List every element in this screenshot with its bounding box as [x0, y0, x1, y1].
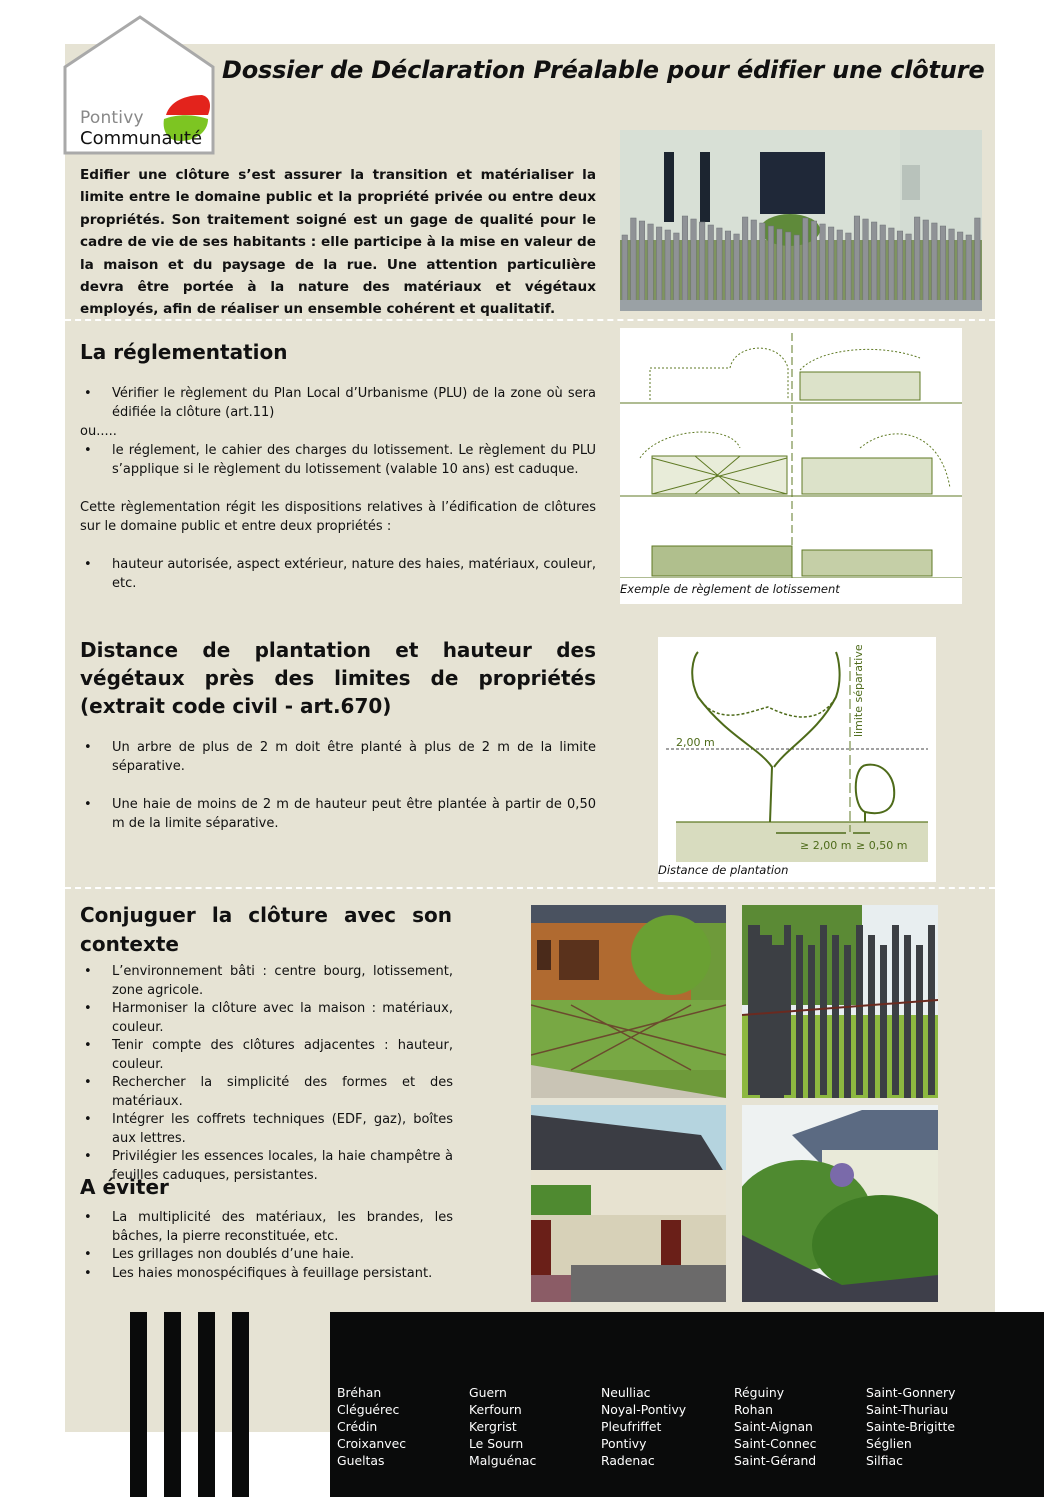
fence-picket — [863, 219, 869, 305]
fence-picket — [897, 231, 903, 305]
figure-caption: Exemple de règlement de lotissement — [620, 582, 840, 596]
town-name: Neulliac — [601, 1385, 651, 1400]
fence-picket — [631, 218, 637, 305]
reglementation-paragraph: Cette règlementation régit les dispositions relatives à l’édification de clôtures sur le domaine public et entre deux propriétés : — [80, 500, 596, 534]
footer-stripe — [232, 1312, 249, 1497]
fence-picket — [940, 226, 946, 305]
fence-picket — [906, 234, 912, 305]
intro-paragraph: Edifier une clôture s’est assurer la transition et matérialiser la limite entre le domaine public et la propriété privée ou entre deux propriétés. Son traitement soigné est un gage de qualité pour le cadre de vie de ses habitants : elle participe à la mise en valeur de la maison et du paysage de la rue. Une attention particulière devra être portée à la nature des matériaux et végétaux employés, afin de réaliser un ensemble cohérent et qualitatif. — [80, 167, 596, 318]
fence-picket — [854, 216, 860, 305]
section-divider — [65, 887, 995, 889]
contexte-bullet: • L’environnement bâti : centre bourg, lotissement, zone agricole. — [80, 963, 453, 1000]
town-column — [337, 1384, 406, 1469]
fence-picket — [975, 218, 981, 305]
fence-picket — [828, 227, 834, 305]
fence-picket — [768, 226, 774, 305]
fence-picket — [794, 235, 800, 305]
fence-picket — [665, 230, 671, 305]
fence-picket — [923, 220, 929, 305]
town-name: Noyal-Pontivy — [601, 1402, 687, 1417]
fence-picket — [717, 228, 723, 305]
fence-post — [772, 945, 784, 1098]
fence-picket — [837, 230, 843, 305]
section-title-contexte: Conjuguer la clôture avec son contexte — [80, 903, 452, 956]
fence-picket — [811, 221, 817, 305]
town-column — [866, 1384, 955, 1469]
fence-post — [808, 945, 815, 1098]
town-name: Pleufriffet — [601, 1419, 662, 1434]
town-column — [601, 1384, 686, 1469]
eviter-bullet: • Les grillages non doublés d’une haie. — [80, 1246, 453, 1265]
section-title-eviter: A éviter — [80, 1175, 169, 1199]
fence-picket — [708, 225, 714, 305]
fence-picket — [725, 231, 731, 305]
fence-picket — [691, 219, 697, 305]
fence-post — [748, 925, 760, 1095]
distance-body — [80, 738, 596, 833]
fence-picket — [734, 234, 740, 305]
fence-picket — [889, 228, 895, 305]
town-column — [469, 1384, 536, 1469]
fence-picket — [648, 224, 654, 305]
contexte-body — [80, 963, 453, 1185]
eviter-bullet: • La multiplicité des matériaux, les brandes, les bâches, la pierre reconstituée, etc. — [80, 1209, 453, 1246]
photo-house-gate — [531, 1105, 726, 1302]
fence-picket — [742, 217, 748, 305]
town-name: Radenac — [601, 1453, 655, 1468]
fence-post — [928, 925, 935, 1095]
page-title: Dossier de Déclaration Préalable pour édifier une clôture — [222, 56, 985, 84]
town-name: Gueltas — [337, 1453, 385, 1468]
fence-picket — [957, 232, 963, 305]
footer-stripe — [198, 1312, 215, 1497]
fence-picket — [932, 223, 938, 305]
town-name: Saint-Aignan — [734, 1419, 813, 1434]
distance-bullet: • Un arbre de plus de 2 m doit être planté à plus de 2 m de la limite séparative. — [80, 738, 596, 776]
town-name: Séglien — [866, 1436, 912, 1451]
contexte-bullet: • Harmoniser la clôture avec la maison : matériaux, couleur. — [80, 1000, 453, 1037]
town-name: Croixanvec — [337, 1436, 407, 1451]
fence-picket — [682, 216, 688, 305]
town-name: Saint-Thuriau — [866, 1402, 949, 1417]
fence-picket — [966, 235, 972, 305]
town-name: Pontivy — [601, 1436, 647, 1451]
fence-post — [796, 935, 803, 1098]
reglementation-bullet: • le réglement, le cahier des charges du lotissement. Le règlement du PLU s’applique si le règlement du lotissement (valable 10 ans) est caduque. — [80, 441, 596, 479]
logo-text-pontivy: Pontivy — [80, 108, 144, 128]
contexte-bullet: • Rechercher la simplicité des formes et des matériaux. — [80, 1074, 453, 1111]
reglementation-bullet: • hauteur autorisée, aspect extérieur, nature des haies, matériaux, couleur, etc. — [80, 555, 596, 593]
contexte-bullet: • Tenir compte des clôtures adjacentes : hauteur, couleur. — [80, 1037, 453, 1074]
town-name: Guern — [469, 1385, 507, 1400]
town-name: Rohan — [734, 1402, 773, 1417]
town-name: Malguénac — [469, 1453, 537, 1468]
fence-picket — [949, 229, 955, 305]
photo-woven-fence — [531, 905, 726, 1098]
town-name: Sainte-Brigitte — [866, 1419, 955, 1434]
fence-post — [892, 925, 899, 1095]
fence-picket — [803, 218, 809, 305]
eviter-body — [80, 1209, 453, 1283]
town-name: Kergrist — [469, 1419, 517, 1434]
fence-picket — [914, 217, 920, 305]
fence-picket — [777, 229, 783, 305]
fence-post — [868, 935, 875, 1098]
section-divider — [65, 319, 995, 321]
town-name: Le Sourn — [469, 1436, 524, 1451]
fence-picket — [820, 224, 826, 305]
figure-lotissement — [620, 328, 962, 604]
reglementation-bullet: • Vérifier le règlement du Plan Local d’Urbanisme (PLU) de la zone où sera édifiée la clôture (art.11) — [80, 384, 596, 422]
fence-picket — [639, 221, 645, 305]
town-column — [734, 1384, 816, 1469]
fence-post — [904, 935, 911, 1098]
town-name: Saint-Gonnery — [866, 1385, 956, 1400]
town-name: Kerfourn — [469, 1402, 522, 1417]
fence-picket — [674, 233, 680, 305]
reglementation-or: ou..... — [80, 424, 117, 439]
fence-post — [916, 945, 923, 1098]
fence-picket — [751, 220, 757, 305]
reglementation-body — [80, 384, 596, 593]
town-name: Crédin — [337, 1419, 378, 1434]
height-label: 2,00 m — [676, 736, 715, 749]
fence-post — [880, 945, 887, 1098]
distance-diagram — [658, 637, 936, 863]
fence-picket — [880, 225, 886, 305]
footer-stripe — [130, 1312, 147, 1497]
fence-post — [784, 925, 791, 1095]
eviter-bullet: • Les haies monospécifiques à feuillage persistant. — [80, 1265, 453, 1284]
town-name: Saint-Connec — [734, 1436, 817, 1451]
fence-picket — [699, 222, 705, 305]
contexte-bullet: • Intégrer les coffrets techniques (EDF, gaz), boîtes aux lettres. — [80, 1111, 453, 1148]
town-name: Silfiac — [866, 1453, 903, 1468]
photo-wooden-posts — [742, 905, 938, 1098]
town-name: Saint-Gérand — [734, 1453, 817, 1468]
town-name: Réguiny — [734, 1385, 785, 1400]
section-title-reglementation: La réglementation — [80, 340, 288, 364]
fence-picket — [871, 222, 877, 305]
fence-sketches — [620, 328, 962, 578]
photo-wooden-fence — [620, 130, 982, 311]
fence-picket — [846, 233, 852, 305]
fence-post — [820, 925, 827, 1095]
footer-stripe — [164, 1312, 181, 1497]
fence-post — [856, 925, 863, 1095]
fence-post — [844, 945, 851, 1098]
fence-picket — [622, 235, 628, 305]
figure-caption: Distance de plantation — [658, 863, 789, 877]
town-name: Bréhan — [337, 1385, 382, 1400]
photo-hedge — [742, 1105, 938, 1302]
fence-post — [832, 935, 839, 1098]
section-title-distance: Distance de plantation et hauteur des végétaux près des limites de propriétés (extrait code civil - art.670) — [80, 638, 596, 718]
distance-bullet: • Une haie de moins de 2 m de hauteur peut être plantée à partir de 0,50 m de la limite séparative. — [80, 795, 596, 833]
contexte-bullet: • Privilégier les essences locales, la haie champêtre à feuilles caduques, persistantes. — [80, 1148, 453, 1185]
fence-picket — [785, 232, 791, 305]
tree-distance-label: ≥ 2,00 m — [800, 839, 852, 852]
fence-picket — [760, 223, 766, 305]
figure-distance-plantation — [658, 637, 936, 882]
fence-post — [760, 935, 772, 1098]
limit-label: limite séparative — [852, 644, 865, 737]
hedge-distance-label: ≥ 0,50 m — [856, 839, 908, 852]
fence-picket — [656, 227, 662, 305]
logo-text-communaute: Communauté — [80, 128, 203, 149]
town-name: Cléguérec — [337, 1402, 400, 1417]
